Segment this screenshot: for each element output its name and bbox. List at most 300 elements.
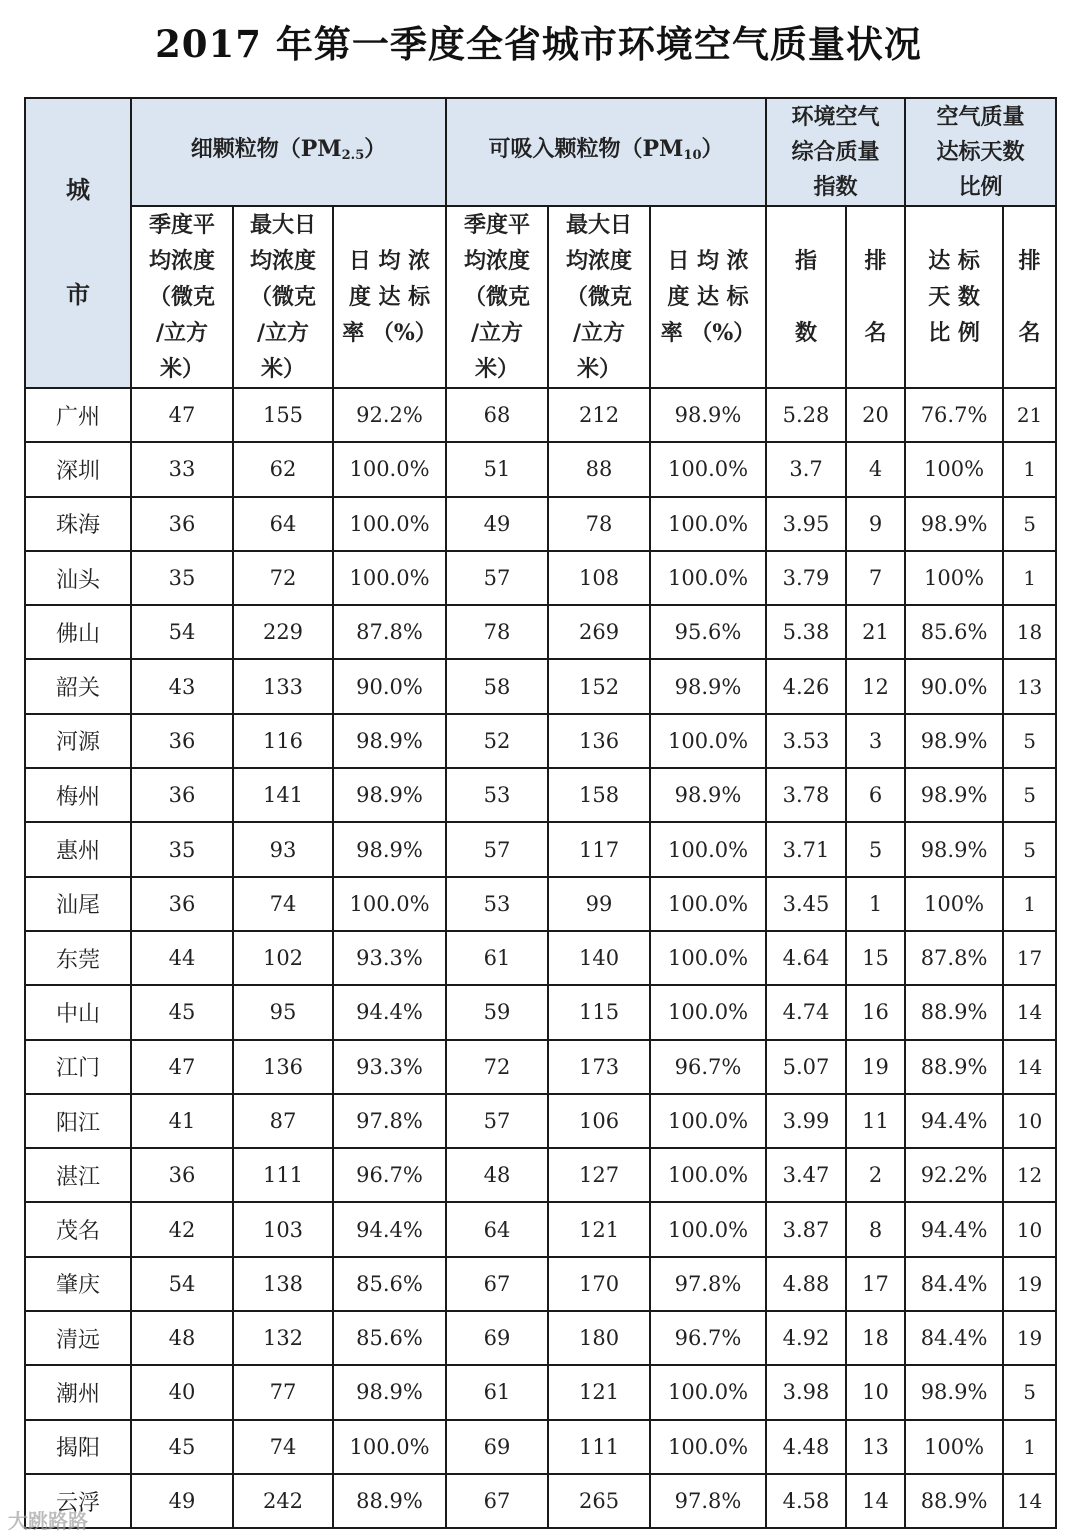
value-cell: 3.47: [766, 1148, 846, 1202]
value-cell: 4.48: [766, 1420, 846, 1474]
value-cell: 12: [846, 659, 905, 713]
value-cell: 93.3%: [333, 1040, 446, 1094]
value-cell: 85.6%: [333, 1257, 446, 1311]
value-cell: 19: [1003, 1257, 1056, 1311]
value-cell: 74: [233, 877, 333, 931]
value-cell: 69: [446, 1311, 548, 1365]
header-line: 均浓度: [249, 248, 316, 274]
value-cell: 36: [131, 768, 233, 822]
table-row: [25, 388, 1056, 442]
value-cell: 136: [233, 1040, 333, 1094]
value-cell: 4.88: [766, 1257, 846, 1311]
index-header: [766, 206, 846, 388]
value-cell: 95.6%: [650, 605, 766, 659]
value-cell: 100%: [905, 1420, 1003, 1474]
value-cell: 2: [846, 1148, 905, 1202]
value-cell: 44: [131, 931, 233, 985]
value-cell: 4: [846, 442, 905, 496]
value-cell: 18: [1003, 605, 1056, 659]
value-cell: 77: [233, 1365, 333, 1419]
value-cell: 100.0%: [650, 1420, 766, 1474]
table-row: [25, 659, 1056, 713]
value-cell: 100.0%: [650, 822, 766, 876]
value-cell: 7: [846, 551, 905, 605]
value-cell: 100.0%: [333, 442, 446, 496]
header-line: 日 均 浓: [667, 248, 749, 274]
value-cell: 5: [1003, 822, 1056, 876]
value-cell: 94.4%: [333, 1202, 446, 1256]
value-cell: 111: [233, 1148, 333, 1202]
header-line: （微克: [566, 284, 633, 310]
city-cell: 湛江: [25, 1148, 131, 1202]
value-cell: 5.07: [766, 1040, 846, 1094]
value-cell: 98.9%: [650, 388, 766, 442]
value-cell: 117: [548, 822, 650, 876]
value-cell: 64: [446, 1202, 548, 1256]
value-cell: 3.98: [766, 1365, 846, 1419]
value-cell: 4.64: [766, 931, 846, 985]
value-cell: 14: [1003, 1040, 1056, 1094]
value-cell: 93.3%: [333, 931, 446, 985]
value-cell: 3.87: [766, 1202, 846, 1256]
city-cell: 河源: [25, 714, 131, 768]
pm10-group-close: ）: [701, 135, 724, 162]
value-cell: 212: [548, 388, 650, 442]
header-line: 率 （%）: [342, 320, 437, 346]
header-line: 排: [864, 248, 887, 274]
value-cell: 100.0%: [650, 1202, 766, 1256]
city-cell: 揭阳: [25, 1420, 131, 1474]
value-cell: 3.99: [766, 1094, 846, 1148]
value-cell: 100.0%: [650, 877, 766, 931]
value-cell: 1: [1003, 877, 1056, 931]
index-group-line2: 综合质量: [791, 138, 880, 165]
header-line: 天 数: [928, 284, 980, 310]
value-cell: 41: [131, 1094, 233, 1148]
value-cell: 111: [548, 1420, 650, 1474]
city-cell: 云浮: [25, 1474, 131, 1528]
table-row: [25, 1202, 1056, 1256]
value-cell: 88.9%: [905, 985, 1003, 1039]
table-row: [25, 714, 1056, 768]
value-cell: 100%: [905, 442, 1003, 496]
value-cell: 93: [233, 822, 333, 876]
value-cell: 84.4%: [905, 1257, 1003, 1311]
value-cell: 48: [131, 1311, 233, 1365]
value-cell: 59: [446, 985, 548, 1039]
header-line: 名: [864, 320, 887, 346]
city-cell: 潮州: [25, 1365, 131, 1419]
value-cell: 47: [131, 388, 233, 442]
value-cell: 78: [446, 605, 548, 659]
value-cell: 1: [1003, 442, 1056, 496]
value-cell: 98.9%: [333, 1365, 446, 1419]
value-cell: 100.0%: [650, 1094, 766, 1148]
table-row: [25, 1094, 1056, 1148]
value-cell: 87: [233, 1094, 333, 1148]
value-cell: 10: [846, 1365, 905, 1419]
city-cell: 梅州: [25, 768, 131, 822]
value-cell: 4.92: [766, 1311, 846, 1365]
value-cell: 90.0%: [333, 659, 446, 713]
value-cell: 35: [131, 551, 233, 605]
value-cell: 3: [846, 714, 905, 768]
index-group-header: [766, 98, 905, 206]
header-line: 名: [1018, 320, 1041, 346]
header-line: /立方: [572, 320, 626, 346]
value-cell: 100.0%: [333, 551, 446, 605]
value-cell: 84.4%: [905, 1311, 1003, 1365]
value-cell: 9: [846, 497, 905, 551]
city-cell: 珠海: [25, 497, 131, 551]
header-line: 季度平: [148, 212, 215, 238]
value-cell: 121: [548, 1365, 650, 1419]
value-cell: 90.0%: [905, 659, 1003, 713]
value-cell: 21: [846, 605, 905, 659]
value-cell: 21: [1003, 388, 1056, 442]
value-cell: 36: [131, 497, 233, 551]
value-cell: 99: [548, 877, 650, 931]
header-line: 排: [1018, 248, 1041, 274]
value-cell: 3.45: [766, 877, 846, 931]
value-cell: 85.6%: [333, 1311, 446, 1365]
value-cell: 53: [446, 877, 548, 931]
table-row: [25, 551, 1056, 605]
header-line: 最大日: [249, 212, 316, 238]
value-cell: 14: [1003, 985, 1056, 1039]
pm10-rate-header: [650, 206, 766, 388]
pm25-avg-header: [131, 206, 233, 388]
value-cell: 100.0%: [650, 931, 766, 985]
pm10-subscript: 10: [683, 147, 702, 163]
value-cell: 33: [131, 442, 233, 496]
value-cell: 20: [846, 388, 905, 442]
table-row: [25, 931, 1056, 985]
value-cell: 173: [548, 1040, 650, 1094]
value-cell: 78: [548, 497, 650, 551]
value-cell: 1: [1003, 551, 1056, 605]
value-cell: 100.0%: [650, 985, 766, 1039]
value-cell: 15: [846, 931, 905, 985]
value-cell: 92.2%: [905, 1148, 1003, 1202]
ratio-group-line1: 空气质量: [936, 103, 1025, 130]
value-cell: 5.28: [766, 388, 846, 442]
value-cell: 115: [548, 985, 650, 1039]
value-cell: 1: [1003, 1420, 1056, 1474]
value-cell: 64: [233, 497, 333, 551]
value-cell: 98.9%: [905, 497, 1003, 551]
value-cell: 67: [446, 1474, 548, 1528]
index-rank-header: [846, 206, 905, 388]
value-cell: 96.7%: [333, 1148, 446, 1202]
value-cell: 88.9%: [333, 1474, 446, 1528]
header-line: 度 达 标: [667, 284, 749, 310]
header-line: 比 例: [928, 320, 980, 346]
value-cell: 54: [131, 1257, 233, 1311]
value-cell: 61: [446, 931, 548, 985]
air-quality-table: [24, 97, 1057, 1529]
table-row: [25, 497, 1056, 551]
value-cell: 12: [1003, 1148, 1056, 1202]
value-cell: 14: [1003, 1474, 1056, 1528]
city-cell: 韶关: [25, 659, 131, 713]
value-cell: 45: [131, 985, 233, 1039]
value-cell: 98.9%: [905, 714, 1003, 768]
value-cell: 106: [548, 1094, 650, 1148]
value-cell: 100.0%: [650, 442, 766, 496]
value-cell: 17: [1003, 931, 1056, 985]
value-cell: 48: [446, 1148, 548, 1202]
value-cell: 5: [1003, 497, 1056, 551]
value-cell: 98.9%: [333, 822, 446, 876]
value-cell: 100.0%: [333, 497, 446, 551]
value-cell: 5: [1003, 714, 1056, 768]
value-cell: 141: [233, 768, 333, 822]
city-cell: 汕头: [25, 551, 131, 605]
value-cell: 72: [233, 551, 333, 605]
city-cell: 汕尾: [25, 877, 131, 931]
value-cell: 242: [233, 1474, 333, 1528]
value-cell: 19: [1003, 1311, 1056, 1365]
pm25-group-label: 细颗粒物（PM: [190, 135, 342, 162]
value-cell: 4.58: [766, 1474, 846, 1528]
table-row: [25, 442, 1056, 496]
header-line: 均浓度: [148, 248, 215, 274]
table-row: [25, 877, 1056, 931]
value-cell: 69: [446, 1420, 548, 1474]
value-cell: 3.79: [766, 551, 846, 605]
ratio-header: [905, 206, 1003, 388]
header-line: 指: [795, 248, 818, 274]
value-cell: 3.53: [766, 714, 846, 768]
value-cell: 18: [846, 1311, 905, 1365]
value-cell: 74: [233, 1420, 333, 1474]
pm25-max-header: [233, 206, 333, 388]
header-line: 度 达 标: [348, 284, 431, 310]
value-cell: 4.26: [766, 659, 846, 713]
value-cell: 16: [846, 985, 905, 1039]
value-cell: 57: [446, 822, 548, 876]
city-cell: 清远: [25, 1311, 131, 1365]
value-cell: 6: [846, 768, 905, 822]
pm25-group-header: [131, 98, 446, 206]
value-cell: 98.9%: [333, 768, 446, 822]
value-cell: 53: [446, 768, 548, 822]
value-cell: 97.8%: [333, 1094, 446, 1148]
value-cell: 5: [846, 822, 905, 876]
value-cell: 103: [233, 1202, 333, 1256]
pm10-group-label: 可吸入颗粒物（PM: [488, 135, 684, 162]
header-line: （微克: [464, 284, 531, 310]
value-cell: 229: [233, 605, 333, 659]
value-cell: 5.38: [766, 605, 846, 659]
city-cell: 江门: [25, 1040, 131, 1094]
value-cell: 98.9%: [650, 659, 766, 713]
watermark: 大跳路路: [8, 1509, 88, 1533]
value-cell: 3.95: [766, 497, 846, 551]
city-cell: 东莞: [25, 931, 131, 985]
value-cell: 98.9%: [650, 768, 766, 822]
value-cell: 100.0%: [333, 1420, 446, 1474]
header-line: 季度平: [464, 212, 531, 238]
header-line: 米）: [577, 356, 622, 382]
value-cell: 72: [446, 1040, 548, 1094]
page-title: 2017 年第一季度全省城市环境空气质量状况: [155, 22, 922, 66]
ratio-group-header: [905, 98, 1056, 206]
header-spacer: [767, 279, 845, 315]
value-cell: 97.8%: [650, 1474, 766, 1528]
value-cell: 57: [446, 1094, 548, 1148]
value-cell: 100.0%: [650, 714, 766, 768]
value-cell: 87.8%: [333, 605, 446, 659]
value-cell: 155: [233, 388, 333, 442]
value-cell: 58: [446, 659, 548, 713]
city-column-header: [25, 98, 131, 388]
value-cell: 100.0%: [650, 1148, 766, 1202]
value-cell: 98.9%: [905, 1365, 1003, 1419]
value-cell: 40: [131, 1365, 233, 1419]
value-cell: 10: [1003, 1094, 1056, 1148]
value-cell: 13: [846, 1420, 905, 1474]
value-cell: 85.6%: [905, 605, 1003, 659]
value-cell: 36: [131, 1148, 233, 1202]
value-cell: 94.4%: [905, 1094, 1003, 1148]
header-line: 数: [795, 320, 818, 346]
value-cell: 14: [846, 1474, 905, 1528]
value-cell: 76.7%: [905, 388, 1003, 442]
city-header-bottom: 市: [66, 280, 90, 309]
value-cell: 19: [846, 1040, 905, 1094]
value-cell: 95: [233, 985, 333, 1039]
value-cell: 180: [548, 1311, 650, 1365]
city-cell: 茂名: [25, 1202, 131, 1256]
value-cell: 5: [1003, 1365, 1056, 1419]
value-cell: 52: [446, 714, 548, 768]
value-cell: 265: [548, 1474, 650, 1528]
value-cell: 98.9%: [333, 714, 446, 768]
value-cell: 61: [446, 1365, 548, 1419]
value-cell: 100%: [905, 877, 1003, 931]
value-cell: 94.4%: [905, 1202, 1003, 1256]
value-cell: 100.0%: [333, 877, 446, 931]
pm10-group-header: [446, 98, 766, 206]
header-line: 最大日: [566, 212, 633, 238]
header-spacer: [1004, 279, 1055, 315]
value-cell: 3.71: [766, 822, 846, 876]
city-cell: 佛山: [25, 605, 131, 659]
value-cell: 140: [548, 931, 650, 985]
header-line: 日 均 浓: [348, 248, 431, 274]
header-line: （微克: [148, 284, 215, 310]
city-cell: 阳江: [25, 1094, 131, 1148]
value-cell: 138: [233, 1257, 333, 1311]
header-line: 均浓度: [566, 248, 633, 274]
header-line: /立方: [470, 320, 524, 346]
value-cell: 13: [1003, 659, 1056, 713]
header-line: /立方: [256, 320, 310, 346]
value-cell: 54: [131, 605, 233, 659]
value-cell: 96.7%: [650, 1311, 766, 1365]
header-line: 米）: [475, 356, 520, 382]
table-row: [25, 768, 1056, 822]
city-cell: 肇庆: [25, 1257, 131, 1311]
value-cell: 42: [131, 1202, 233, 1256]
table-row: [25, 1365, 1056, 1419]
table-row: [25, 605, 1056, 659]
value-cell: 108: [548, 551, 650, 605]
table-row: [25, 822, 1056, 876]
index-group-line3: 指数: [813, 173, 858, 200]
value-cell: 97.8%: [650, 1257, 766, 1311]
value-cell: 127: [548, 1148, 650, 1202]
value-cell: 62: [233, 442, 333, 496]
value-cell: 158: [548, 768, 650, 822]
value-cell: 136: [548, 714, 650, 768]
value-cell: 92.2%: [333, 388, 446, 442]
value-cell: 51: [446, 442, 548, 496]
value-cell: 170: [548, 1257, 650, 1311]
value-cell: 88: [548, 442, 650, 496]
value-cell: 17: [846, 1257, 905, 1311]
value-cell: 49: [131, 1474, 233, 1528]
value-cell: 68: [446, 388, 548, 442]
table-row: [25, 1311, 1056, 1365]
value-cell: 98.9%: [905, 768, 1003, 822]
city-cell: 深圳: [25, 442, 131, 496]
ratio-rank-header: [1003, 206, 1056, 388]
value-cell: 98.9%: [905, 822, 1003, 876]
value-cell: 36: [131, 877, 233, 931]
value-cell: 102: [233, 931, 333, 985]
header-spacer: [847, 279, 904, 315]
value-cell: 1: [846, 877, 905, 931]
city-header-top: 城: [66, 175, 90, 205]
pm10-avg-header: [446, 206, 548, 388]
value-cell: 10: [1003, 1202, 1056, 1256]
pm25-rate-header: [333, 206, 446, 388]
value-cell: 152: [548, 659, 650, 713]
value-cell: 47: [131, 1040, 233, 1094]
value-cell: 94.4%: [333, 985, 446, 1039]
header-line: 米）: [159, 356, 204, 382]
ratio-group-line2: 达标天数: [936, 138, 1025, 165]
value-cell: 87.8%: [905, 931, 1003, 985]
value-cell: 45: [131, 1420, 233, 1474]
city-cell: 广州: [25, 388, 131, 442]
ratio-group-line3: 比例: [958, 173, 1003, 200]
value-cell: 3.78: [766, 768, 846, 822]
value-cell: 121: [548, 1202, 650, 1256]
value-cell: 4.74: [766, 985, 846, 1039]
value-cell: 43: [131, 659, 233, 713]
header-line: 达 标: [928, 248, 980, 274]
value-cell: 88.9%: [905, 1040, 1003, 1094]
header-line: /立方: [155, 320, 209, 346]
table-row: [25, 1257, 1056, 1311]
value-cell: 96.7%: [650, 1040, 766, 1094]
header-line: 均浓度: [464, 248, 531, 274]
city-cell: 中山: [25, 985, 131, 1039]
city-cell: 惠州: [25, 822, 131, 876]
value-cell: 100.0%: [650, 551, 766, 605]
header-line: （微克: [249, 284, 316, 310]
header-line: 米）: [260, 356, 305, 382]
value-cell: 8: [846, 1202, 905, 1256]
value-cell: 57: [446, 551, 548, 605]
value-cell: 5: [1003, 768, 1056, 822]
value-cell: 269: [548, 605, 650, 659]
table-row: [25, 985, 1056, 1039]
